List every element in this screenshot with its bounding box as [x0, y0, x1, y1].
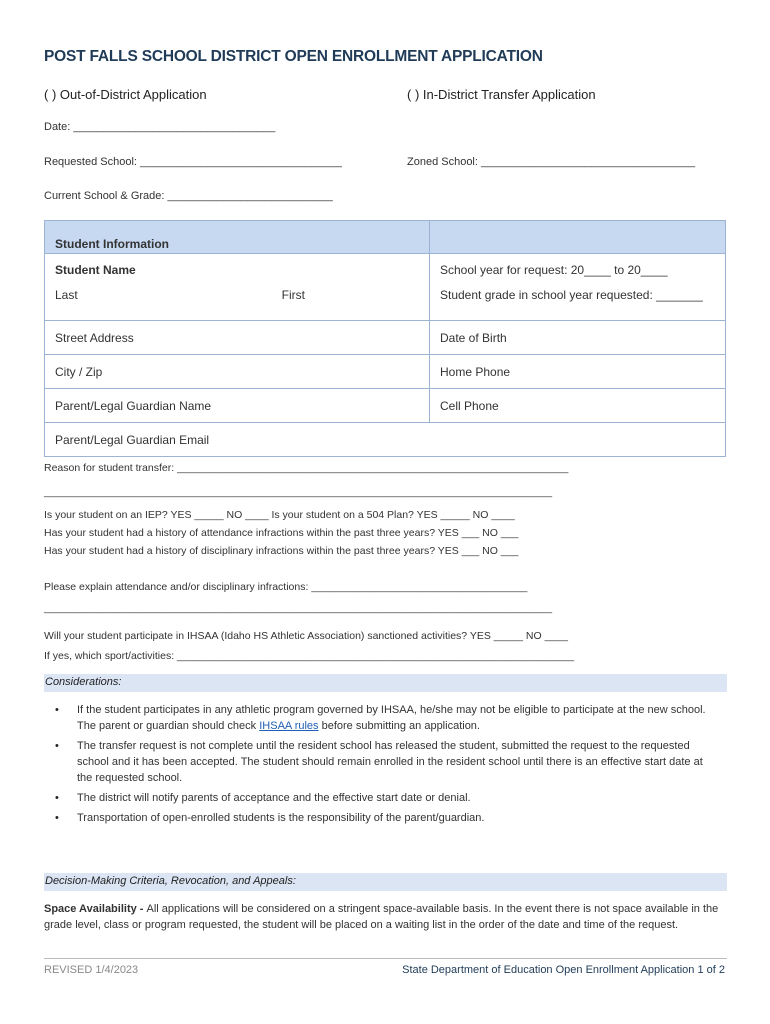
considerations-list — [55, 702, 715, 830]
student-info-heading: Student Information — [45, 221, 430, 254]
first-name-label: First — [281, 288, 305, 302]
list-item: • The district will notify parents of acceptance and the effective start date or denial. — [55, 790, 715, 806]
last-name-label: Last — [55, 288, 78, 302]
student-name-cell[interactable] — [45, 254, 430, 321]
table-header-row — [45, 221, 726, 254]
table-row — [45, 423, 726, 457]
city-zip-cell[interactable]: City / Zip — [45, 355, 430, 389]
street-address-cell[interactable]: Street Address — [45, 321, 430, 355]
home-phone-cell[interactable]: Home Phone — [430, 355, 726, 389]
school-year-cell[interactable] — [430, 254, 726, 321]
school-year-field: School year for request: 20____ to 20____ — [440, 263, 668, 277]
table-row — [45, 389, 726, 423]
considerations-band — [44, 674, 727, 692]
footer-page-info: State Department of Education Open Enrollment Application 1 of 2 — [402, 964, 725, 976]
decision-band — [44, 873, 727, 891]
student-info-table — [44, 220, 726, 457]
date-of-birth-cell[interactable]: Date of Birth — [430, 321, 726, 355]
iep-question[interactable]: Is your student on an IEP? YES _____ NO ____ Is your student on a 504 Plan? YES _____ NO ____ — [44, 509, 515, 521]
guardian-email-cell[interactable]: Parent/Legal Guardian Email — [45, 423, 726, 457]
revised-date: REVISED 1/4/2023 — [44, 964, 139, 976]
out-of-district-option[interactable]: ( ) Out-of-District Application — [44, 87, 207, 102]
reason-line-2[interactable]: _______________________________________________________________________________________ — [44, 486, 553, 498]
space-availability-text: All applications will be considered on a stringent space-available basis. In the event there is not space available in the grade level, class or program requested, the student will be placed on a waiting list in the order of the date and time of the request. — [44, 903, 719, 931]
considerations-heading: Considerations: — [45, 676, 122, 688]
decision-heading: Decision-Making Criteria, Revocation, and Appeals: — [45, 875, 296, 887]
discipline-question[interactable]: Has your student had a history of disciplinary infractions within the past three years? YES ___ NO ___ — [44, 545, 519, 557]
attendance-question[interactable]: Has your student had a history of attendance infractions within the past three years? YES ___ NO ___ — [44, 527, 519, 539]
page-title: POST FALLS SCHOOL DISTRICT OPEN ENROLLMENT APPLICATION — [44, 48, 543, 65]
date-field[interactable]: Date: _________________________________ — [44, 121, 276, 133]
footer-divider — [44, 958, 727, 959]
reason-field[interactable]: Reason for student transfer: ___________________________________________________________________ — [44, 462, 569, 474]
list-item: • The transfer request is not complete until the resident school has released the student, submitted the request to the requested school and it has been accepted. The student should remain enrolled in the resident school until there is an effective start date at the requested school. — [55, 738, 715, 786]
space-availability-label: Space Availability - — [44, 903, 147, 915]
student-name-label: Student Name — [55, 263, 136, 277]
table-row — [45, 355, 726, 389]
consideration-text: If the student participates in any athletic program governed by IHSAA, he/she may not be eligible to participate at the new school. The parent or guardian should check — [77, 704, 706, 732]
in-district-option[interactable]: ( ) In-District Transfer Application — [407, 87, 596, 102]
sport-field[interactable]: If yes, which sport/activities: ____________________________________________________________________ — [44, 650, 575, 662]
ihsaa-rules-link[interactable]: IHSAA rules — [259, 720, 319, 732]
requested-school-field[interactable]: Requested School: _________________________________ — [44, 156, 342, 168]
ihsaa-question[interactable]: Will your student participate in IHSAA (Idaho HS Athletic Association) sanctioned activities? YES _____ NO ____ — [44, 630, 568, 642]
zoned-school-field[interactable]: Zoned School: ___________________________________ — [407, 156, 696, 168]
cell-phone-cell[interactable]: Cell Phone — [430, 389, 726, 423]
space-availability-paragraph — [44, 901, 729, 933]
table-header-blank — [430, 221, 726, 254]
explain-line-2[interactable]: _______________________________________________________________________________________ — [44, 602, 553, 614]
student-grade-field: Student grade in school year requested: _______ — [440, 288, 703, 302]
list-item: • Transportation of open-enrolled students is the responsibility of the parent/guardian. — [55, 810, 715, 826]
guardian-name-cell[interactable]: Parent/Legal Guardian Name — [45, 389, 430, 423]
explain-field[interactable]: Please explain attendance and/or disciplinary infractions: _____________________________________ — [44, 581, 528, 593]
consideration-text: before submitting an application. — [318, 720, 480, 732]
table-row — [45, 254, 726, 321]
table-row — [45, 321, 726, 355]
list-item — [55, 702, 715, 734]
current-school-field[interactable]: Current School & Grade: ___________________________ — [44, 190, 333, 202]
